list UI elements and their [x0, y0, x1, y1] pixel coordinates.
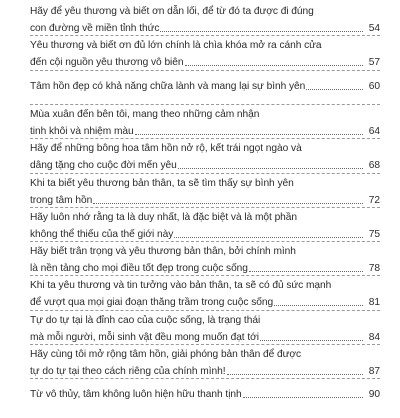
- toc-entry-title-line: Hãy để những bông hoa tâm hồn nở rộ, kết trái ngọt ngào và: [30, 143, 302, 155]
- dot-leader: [306, 88, 363, 90]
- toc-entry-title-line: Hãy để yêu thương và biết ơn dẫn lối, để từ đó ta được đi đúng: [30, 6, 314, 17]
- dot-leader: [249, 270, 363, 272]
- toc-divider: [30, 310, 380, 311]
- dot-leader: [243, 396, 363, 398]
- toc-entry-page-number: 60: [368, 80, 380, 92]
- toc-divider: [30, 241, 380, 242]
- toc-entry-page-number: 57: [368, 57, 380, 69]
- dot-leader: [135, 133, 363, 135]
- toc-entry-second-line: [30, 262, 380, 275]
- toc-entry-page-number: 72: [368, 194, 380, 206]
- toc-divider: [30, 138, 380, 139]
- toc-entry-title-line: Hãy luôn nhớ rằng ta là duy nhất, là đặc biệt và là một phần: [30, 211, 298, 223]
- toc-entry-page-number: 64: [368, 125, 380, 137]
- toc-entry-title-continuation: để vượt qua mọi giai đoạn thăng trầm trong cuộc sống: [30, 297, 274, 309]
- toc-divider: [30, 104, 380, 105]
- toc-entry-title: Từ vô thủy, tâm không luôn hiện hữu thanh tịnh: [30, 389, 242, 401]
- toc-entry-page-number: 78: [368, 263, 380, 275]
- toc-entry-title-line: [30, 80, 380, 93]
- toc-entry-second-line: [30, 22, 380, 35]
- toc-entry-title-line: [30, 388, 380, 401]
- toc-entry-title-continuation: không thể thiếu của thế giới này: [30, 228, 174, 240]
- toc-entry-title-line: Hãy biết trân trọng và yêu thương bản thân, bởi chính mình: [30, 246, 296, 258]
- dot-leader: [160, 30, 363, 32]
- toc-entry-title-line: Hãy cùng tôi mở rộng tâm hồn, giải phóng bản thân để được: [30, 349, 302, 360]
- dot-leader: [274, 304, 363, 306]
- toc-entry-page-number: 90: [368, 389, 380, 401]
- toc-entry-second-line: [30, 228, 380, 241]
- toc-entry-title-continuation: con đường về miền tỉnh thức: [30, 23, 160, 34]
- toc-divider: [30, 35, 380, 36]
- toc-entry-second-line: [30, 331, 380, 344]
- toc-entry-title-line: Tự do tự tại là đỉnh cao của cuộc sống, là trạng thái: [30, 314, 261, 326]
- toc-entry-title-continuation: trong tâm hồn: [30, 194, 93, 206]
- toc-entry-page-number: 75: [368, 228, 380, 240]
- dot-leader: [185, 64, 363, 66]
- toc-divider: [30, 70, 380, 71]
- toc-entry-page-number: 54: [368, 23, 380, 34]
- dot-leader: [227, 373, 364, 375]
- toc-divider: [30, 344, 380, 345]
- toc-entry-title-continuation: dâng tặng cho cuộc đời mến yêu: [30, 160, 177, 172]
- toc-entry-title: Tâm hồn đẹp có khả năng chữa lành và mang lại sự bình yên: [30, 80, 306, 92]
- dot-leader: [93, 202, 363, 204]
- dot-leader: [174, 236, 363, 238]
- toc-divider: [30, 275, 380, 276]
- toc-entry-second-line: [30, 125, 380, 138]
- toc-entry-second-line: [30, 56, 380, 69]
- toc-entry-title-line: Mùa xuân đến bên tôi, mang theo những cảm nhận: [30, 108, 260, 120]
- toc-entry-title-continuation: tinh khôi và nhiệm màu: [30, 125, 134, 137]
- toc-entry-title-line: Khi ta biết yêu thương bản thân, ta sẽ tìm thấy sự bình yên: [30, 177, 294, 189]
- toc-entry-second-line: [30, 365, 380, 378]
- dot-leader: [260, 339, 363, 341]
- toc-entry-second-line: [30, 194, 380, 207]
- toc-divider: [30, 173, 380, 174]
- toc-entry-second-line: [30, 296, 380, 309]
- toc-entry-title-line: Khi ta yêu thương và tin tưởng vào bản thân, ta sẽ có đủ sức mạnh: [30, 280, 332, 292]
- toc-entry[interactable]: [0, 382, 400, 418]
- toc-entry-title-continuation: là nền tảng cho mọi điều tốt đẹp trong cuộc sống: [30, 263, 248, 275]
- toc-entry-title-continuation: đến cội nguồn yêu thương vô biên: [30, 57, 184, 69]
- dot-leader: [178, 167, 363, 169]
- toc-entry-title-continuation: mà mỗi người, mỗi sinh vật đều mong muốn đạt tới: [30, 331, 259, 343]
- toc-entry-page-number: 68: [368, 160, 380, 172]
- toc-entry-page-number: 81: [368, 297, 380, 309]
- toc-entry-second-line: [30, 159, 380, 172]
- toc-entry-title-line: Yêu thương và biết ơn đủ lớn chính là chìa khóa mở ra cánh cửa: [30, 40, 322, 52]
- toc-entry-page-number: 84: [368, 331, 380, 343]
- toc-divider: [30, 207, 380, 208]
- toc-entry-title-continuation: tự do tự tại theo cách riêng của chính mình!: [30, 366, 226, 377]
- toc-divider: [30, 378, 380, 379]
- toc-entry-page-number: 87: [368, 366, 380, 377]
